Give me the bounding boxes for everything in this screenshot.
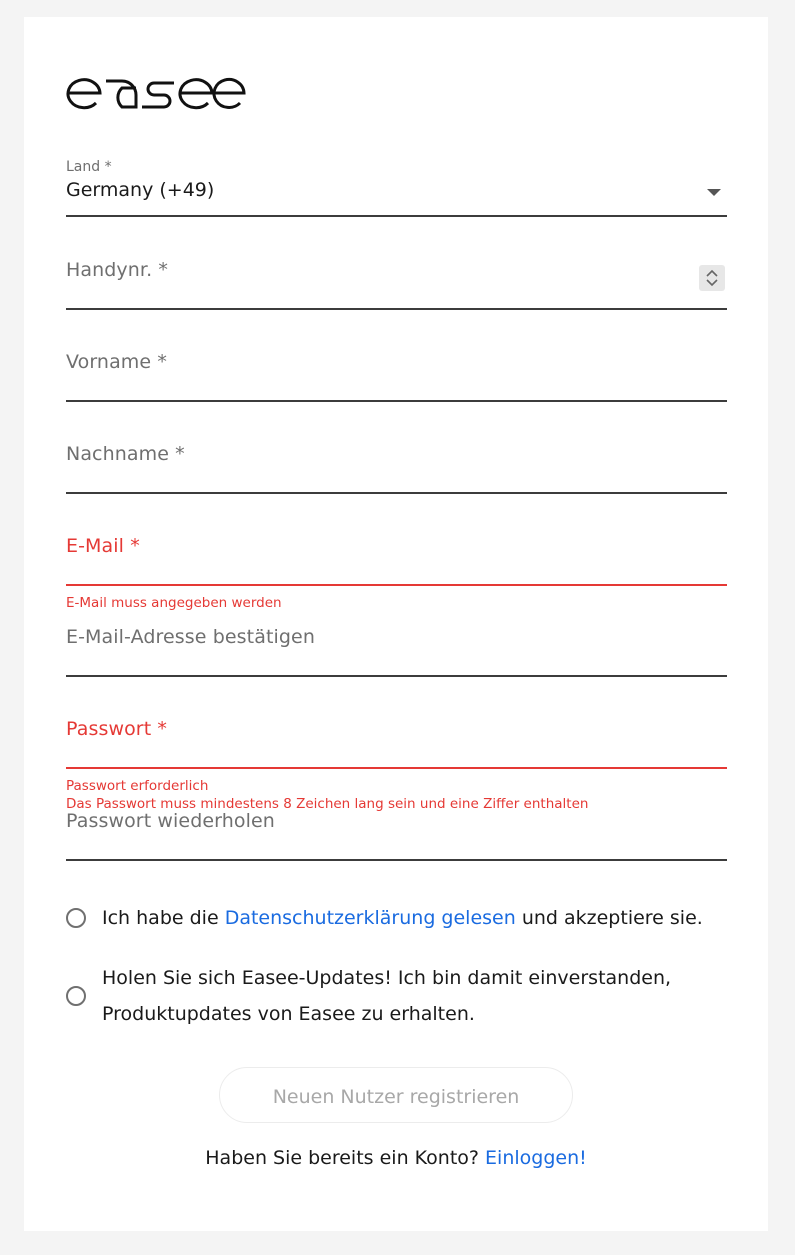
email-placeholder: E-Mail * [66, 535, 140, 557]
phone-placeholder: Handynr. * [66, 259, 168, 281]
updates-line-2: Produktupdates von Easee zu erhalten. [102, 1003, 475, 1025]
updates-consent-text [102, 960, 671, 1032]
privacy-consent-radio[interactable] [66, 908, 86, 928]
number-stepper-icon[interactable] [699, 265, 725, 291]
password-repeat-placeholder: Passwort wiederholen [66, 810, 275, 832]
privacy-consent-row[interactable] [66, 900, 746, 936]
password-placeholder: Passwort * [66, 718, 168, 740]
last-name-underline [66, 492, 727, 494]
phone-input[interactable] [66, 257, 727, 313]
country-label: Land * [66, 159, 112, 175]
first-name-input[interactable] [66, 349, 727, 405]
easee-logo [66, 75, 246, 111]
updates-consent-row[interactable] [66, 960, 746, 1032]
login-link[interactable]: Einloggen! [485, 1147, 587, 1169]
password-underline [66, 767, 727, 769]
password-repeat-underline [66, 859, 727, 861]
country-underline [66, 215, 727, 217]
email-error: E-Mail muss angegeben werden [66, 595, 282, 611]
password-error-rules: Das Passwort muss mindestens 8 Zeichen lang sein und eine Ziffer enthalten [66, 796, 589, 812]
privacy-consent-text [102, 900, 703, 936]
phone-underline [66, 308, 727, 310]
privacy-link[interactable]: Datenschutzerklärung gelesen [224, 907, 516, 929]
login-row [24, 1147, 768, 1169]
last-name-input[interactable] [66, 441, 727, 497]
login-prompt: Haben Sie bereits ein Konto? [205, 1147, 479, 1169]
updates-consent-radio[interactable] [66, 986, 86, 1006]
chevron-down-icon[interactable] [707, 189, 721, 196]
email-confirm-input[interactable] [66, 624, 727, 680]
updates-line-1: Holen Sie sich Easee-Updates! Ich bin damit einverstanden, [102, 967, 672, 989]
signup-card [24, 17, 768, 1231]
email-input[interactable] [66, 533, 727, 615]
password-repeat-input[interactable] [66, 808, 727, 864]
first-name-underline [66, 400, 727, 402]
privacy-suffix: und akzeptiere sie. [521, 907, 703, 929]
privacy-prefix: Ich habe die [102, 907, 219, 929]
email-confirm-placeholder: E-Mail-Adresse bestätigen [66, 626, 315, 648]
country-value: Germany (+49) [66, 179, 215, 201]
password-input[interactable] [66, 716, 727, 816]
country-select[interactable] [66, 159, 727, 219]
password-error-required: Passwort erforderlich [66, 778, 209, 794]
email-confirm-underline [66, 675, 727, 677]
last-name-placeholder: Nachname * [66, 443, 185, 465]
register-button[interactable]: Neuen Nutzer registrieren [219, 1067, 573, 1123]
email-underline [66, 584, 727, 586]
first-name-placeholder: Vorname * [66, 351, 167, 373]
